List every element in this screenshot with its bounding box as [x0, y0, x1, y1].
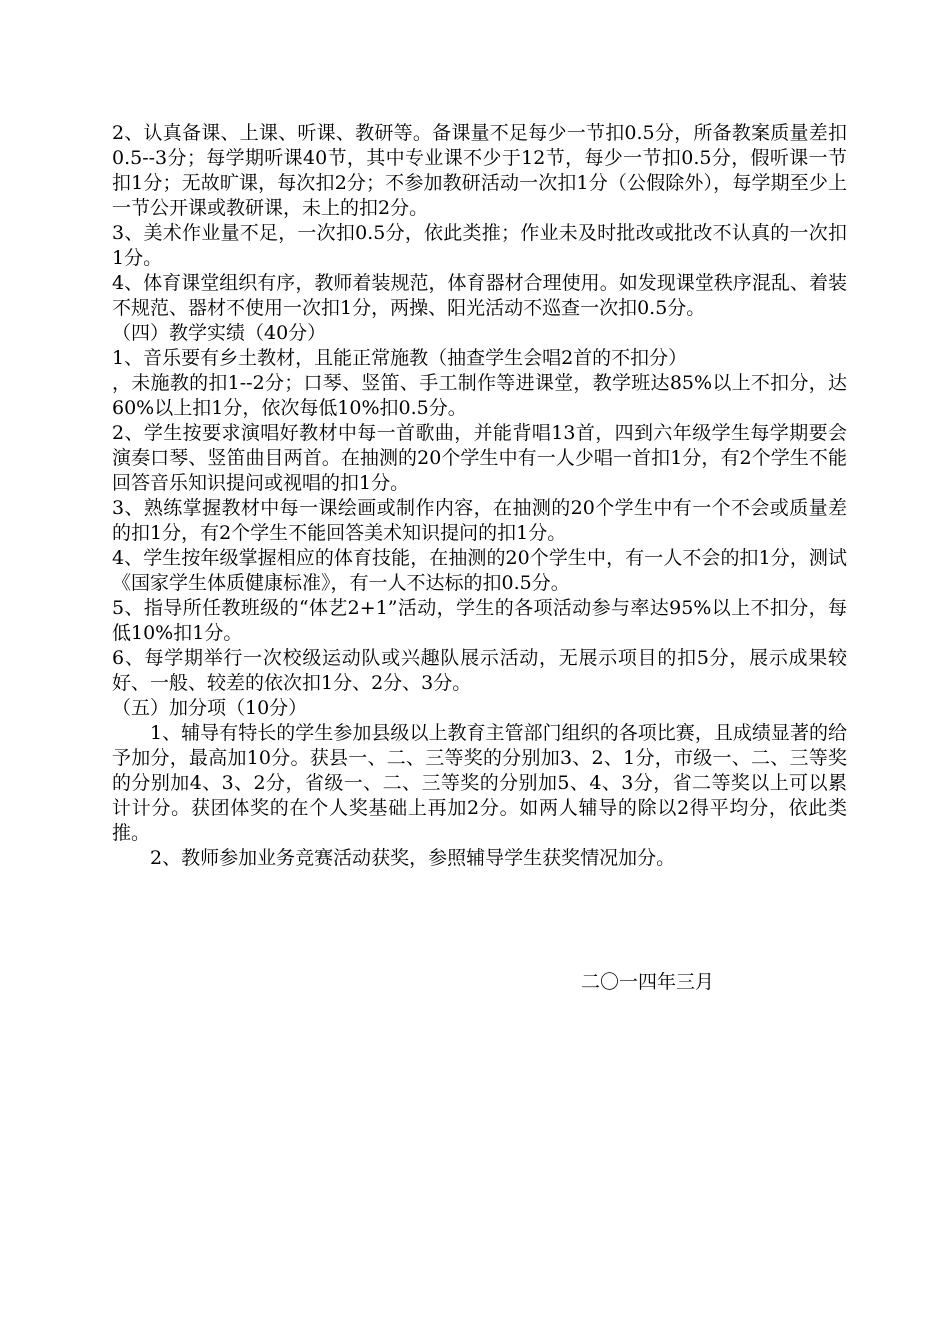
section-heading-teaching-results: （四）教学实绩（40分） — [112, 322, 327, 344]
paragraph-results-2-singing: 2、学生按要求演唱好教材中每一首歌曲，并能背唱13首，四到六年级学生每学期要会演奏口琴、竖笛曲目两首。在抽测的20个学生中有一人少唱一首扣1分，有2个学生不能回答音乐知识提问或视唱的扣1分。 — [112, 422, 847, 494]
paragraph-results-3-drawing: 3、熟练掌握教材中每一课绘画或制作内容，在抽测的20个学生中有一个不会或质量差的扣1分，有2个学生不能回答美术知识提问的扣1分。 — [112, 497, 847, 544]
paragraph-results-4-pe-skills: 4、学生按年级掌握相应的体育技能，在抽测的20个学生中，有一人不会的扣1分，测试《国家学生体质健康标准》，有一人不达标的扣0.5分。 — [112, 547, 847, 594]
paragraph-results-5-activities: 5、指导所任教班级的“体艺2+1”活动，学生的各项活动参与率达95%以上不扣分，每低10%扣1分。 — [112, 597, 847, 644]
paragraph-results-1-music: 1、音乐要有乡土教材，且能正常施教（抽查学生会唱2首的不扣分） — [112, 347, 688, 369]
section-heading-bonus-points: （五）加分项（10分） — [112, 697, 308, 719]
paragraph-bonus-1-competitions: 1、辅导有特长的学生参加县级以上教育主管部门组织的各项比赛，且成绩显著的给予加分，最高加10分。获县一、二、三等奖的分别加3、2、1分，市级一、二、三等奖的分别加4、3、2分，省级一、二、三等奖的分别加5、4、3分，省二等奖以上可以累计计分。获团体奖的在个人奖基础上再加2分。如两人辅导的除以2得平均分，依此类推。 — [112, 722, 847, 844]
document-body — [112, 121, 847, 871]
paragraph-item-2-preparation: 2、认真备课、上课、听课、教研等。备课量不足每少一节扣0.5分，所备教案质量差扣0.5--3分；每学期听课40节，其中专业课不少于12节，每少一节扣0.5分，假听课一节扣1分；无故旷课，每次扣2分；不参加教研活动一次扣1分（公假除外），每学期至少上一节公开课或教研课，未上的扣2分。 — [112, 122, 847, 219]
paragraph-item-3-art-homework: 3、美术作业量不足，一次扣0.5分，依此类推；作业未及时批改或批改不认真的一次扣1分。 — [112, 222, 847, 269]
paragraph-bonus-2-teacher-awards: 2、教师参加业务竞赛活动获奖，参照辅导学生获奖情况加分。 — [150, 847, 676, 869]
paragraph-results-1-continued: ，未施教的扣1--2分；口琴、竖笛、手工制作等进课堂，教学班达85%以上不扣分，达60%以上扣1分，依次每低10%扣0.5分。 — [112, 372, 847, 419]
document-date: 二〇一四年三月 — [581, 971, 715, 993]
paragraph-results-6-showcase: 6、每学期举行一次校级运动队或兴趣队展示活动，无展示项目的扣5分，展示成果较好、一般、较差的依次扣1分、2分、3分。 — [112, 647, 847, 694]
paragraph-item-4-pe-class: 4、体育课堂组织有序，教师着装规范，体育器材合理使用。如发现课堂秩序混乱、着装不规范、器材不使用一次扣1分，两操、阳光活动不巡查一次扣0.5分。 — [112, 272, 847, 319]
